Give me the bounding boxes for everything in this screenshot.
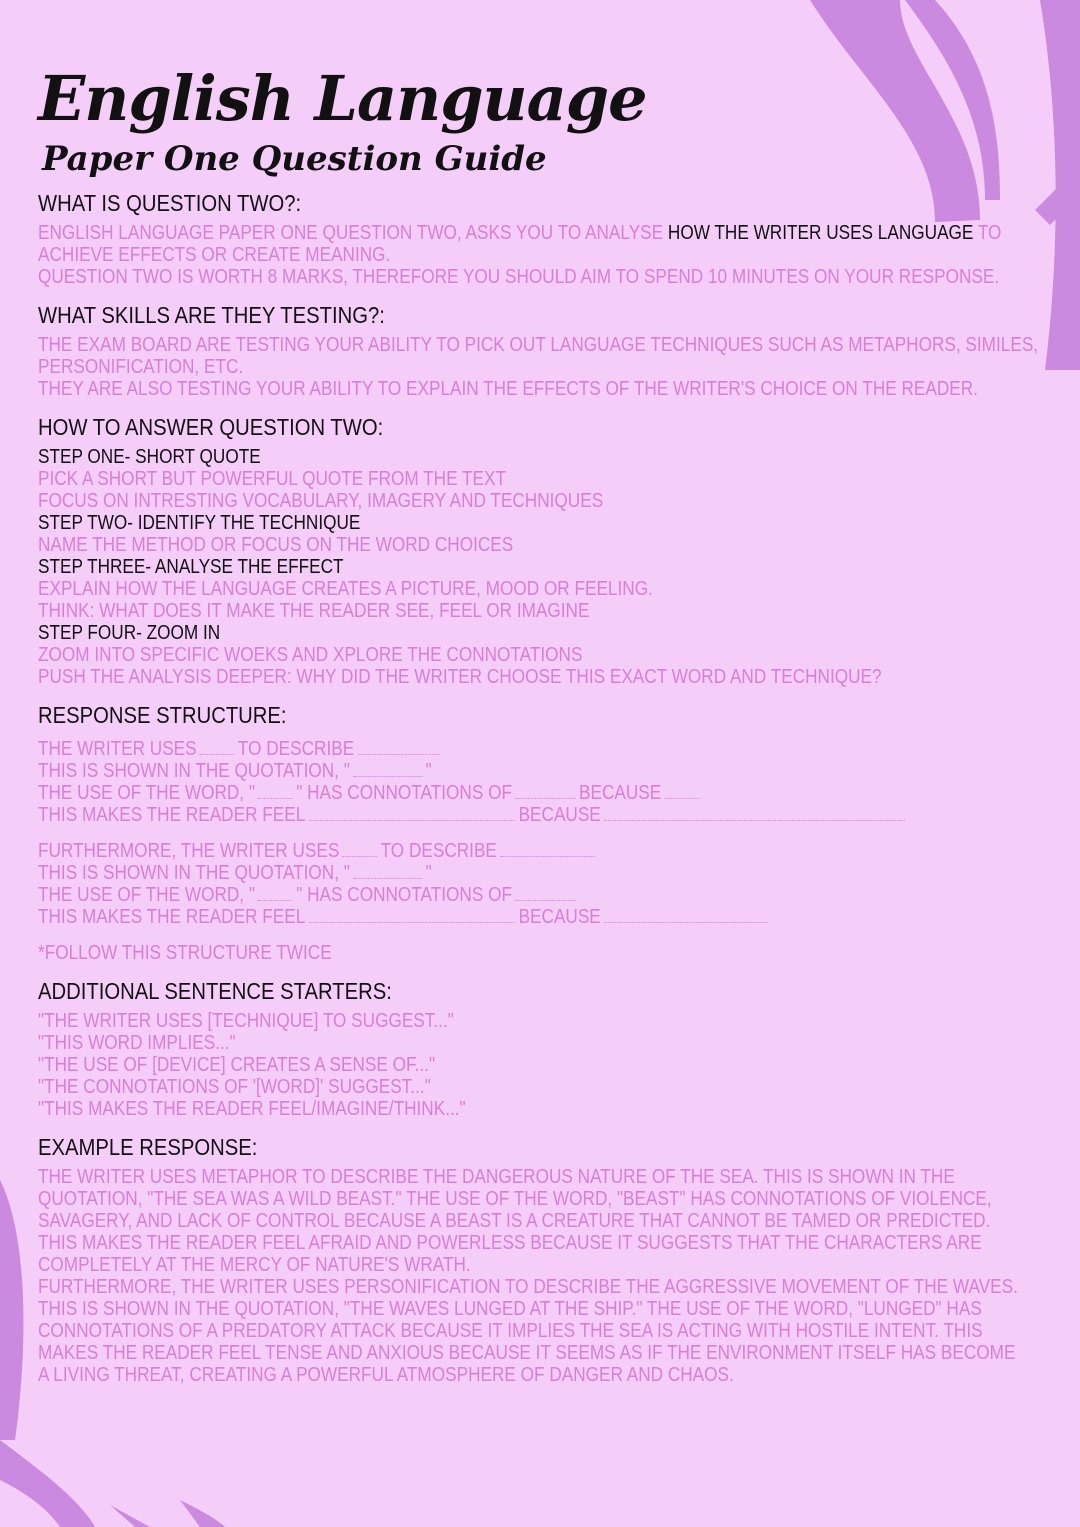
section-how-to-answer (38, 414, 1048, 688)
blank-line (309, 908, 515, 923)
template-line (38, 906, 907, 928)
step-one-heading: STEP ONE- SHORT QUOTE (38, 446, 261, 468)
text-line: EXPLAIN HOW THE LANGUAGE CREATES A PICTURE, MOOD OR FEELING. (38, 578, 653, 600)
template-line (38, 840, 907, 862)
text-span: THE USE OF THE WORD, " (38, 884, 255, 906)
starter-item: "THE WRITER USES [TECHNIQUE] TO SUGGEST..." (38, 1010, 454, 1032)
starter-item: "THIS WORD IMPLIES..." (38, 1032, 236, 1054)
blank-line (515, 784, 575, 799)
text-span: THE WRITER USES (38, 738, 197, 760)
emphasis-text: HOW THE WRITER USES LANGUAGE (667, 222, 974, 244)
text-line: THEY ARE ALSO TESTING YOUR ABILITY TO EXPLAIN THE EFFECTS OF THE WRITER'S CHOICE ON THE READER. (38, 378, 978, 400)
blank-line (200, 740, 234, 755)
template-line (38, 738, 907, 760)
section-heading: WHAT IS QUESTION TWO?: (38, 190, 302, 216)
text-span: TO (973, 222, 1002, 244)
swirl-left-edge (0, 1180, 23, 1440)
blank-line (604, 806, 905, 821)
text-span: TO DESCRIBE (380, 840, 497, 862)
template-line (38, 782, 907, 804)
text-span: THIS IS SHOWN IN THE QUOTATION, " (38, 760, 350, 782)
text-line (38, 222, 1002, 244)
step-two-heading: STEP TWO- IDENTIFY THE TECHNIQUE (38, 512, 361, 534)
text-span: THIS IS SHOWN IN THE QUOTATION, " (38, 862, 350, 884)
step-three-heading: STEP THREE- ANALYSE THE EFFECT (38, 556, 344, 578)
swirl-bottom-left (0, 1440, 95, 1527)
section-heading: RESPONSE STRUCTURE: (38, 702, 287, 728)
starter-item: "THE CONNOTATIONS OF '[WORD]' SUGGEST..." (38, 1076, 431, 1098)
structure-note: *FOLLOW THIS STRUCTURE TWICE (38, 942, 332, 964)
step-four-heading: STEP FOUR- ZOOM IN (38, 622, 221, 644)
blank-line (343, 842, 377, 857)
text-span: THIS MAKES THE READER FEEL (38, 906, 306, 928)
blank-line (309, 806, 515, 821)
text-span: FURTHERMORE, THE WRITER USES (38, 840, 340, 862)
text-line: PICK A SHORT BUT POWERFUL QUOTE FROM THE TEXT (38, 468, 506, 490)
blank-line (353, 762, 422, 777)
blank-line (353, 864, 422, 879)
example-paragraph-1: THE WRITER USES METAPHOR TO DESCRIBE THE DANGEROUS NATURE OF THE SEA. THIS IS SHOWN IN THE QUOTATION, "THE SEA WAS A WILD BEAST." THE USE OF THE WORD, "BEAST" HAS CONNOTATIONS OF VIOLENCE, SAVAGERY, AND LACK OF CONTROL BECAUSE A BEAST IS A CREATURE THAT CANNOT BE TAMED OR PREDICTED. THIS MAKES THE READER FEEL AFRAID AND POWERLESS BECAUSE IT SUGGESTS THAT THE CHARACTERS ARE COMPLETELY AT THE MERCY OF NATURE'S WRATH. (38, 1166, 992, 1276)
text-span: TO DESCRIBE (237, 738, 355, 760)
text-line: ZOOM INTO SPECIFIC WOEKS AND XPLORE THE CONNOTATIONS (38, 644, 583, 666)
blank-line (515, 886, 575, 901)
text-line: THE EXAM BOARD ARE TESTING YOUR ABILITY TO PICK OUT LANGUAGE TECHNIQUES SUCH AS METAPHORS, SIMILES, (38, 334, 1039, 356)
text-span: " HAS CONNOTATIONS OF (296, 884, 512, 906)
blank-line (500, 842, 595, 857)
section-heading: WHAT SKILLS ARE THEY TESTING?: (38, 302, 385, 328)
text-span: " HAS CONNOTATIONS OF (296, 782, 512, 804)
section-heading: EXAMPLE RESPONSE: (38, 1134, 258, 1160)
blank-line (258, 784, 292, 799)
template-line (38, 804, 907, 826)
section-response-structure (38, 702, 1048, 964)
text-line: ACHIEVE EFFECTS OR CREATE MEANING. (38, 244, 391, 266)
section-what-is-question-two (38, 190, 1048, 288)
text-span: BECAUSE (579, 782, 662, 804)
text-span: THE USE OF THE WORD, " (38, 782, 255, 804)
template-line (38, 884, 907, 906)
blank-line (665, 784, 699, 799)
section-sentence-starters (38, 978, 1048, 1120)
text-line: PUSH THE ANALYSIS DEEPER: WHY DID THE WRITER CHOOSE THIS EXACT WORD AND TECHNIQUE? (38, 666, 882, 688)
page-title: English Language (38, 62, 647, 135)
starter-item: "THIS MAKES THE READER FEEL/IMAGINE/THINK..." (38, 1098, 466, 1120)
section-example-response (38, 1134, 1048, 1386)
text-line: FOCUS ON INTRESTING VOCABULARY, IMAGERY AND TECHNIQUES (38, 490, 604, 512)
starter-item: "THE USE OF [DEVICE] CREATES A SENSE OF..." (38, 1054, 436, 1076)
blank-line (358, 740, 440, 755)
template-line: THIS IS SHOWN IN THE QUOTATION, " " (38, 760, 432, 782)
blank-line (604, 908, 767, 923)
section-heading: ADDITIONAL SENTENCE STARTERS: (38, 978, 392, 1004)
text-line: NAME THE METHOD OR FOCUS ON THE WORD CHOICES (38, 534, 514, 556)
text-span: BECAUSE (518, 906, 601, 928)
blank-line (258, 886, 292, 901)
text-span: ENGLISH LANGUAGE PAPER ONE QUESTION TWO, ASKS YOU TO ANALYSE (38, 222, 668, 244)
example-paragraph-2: FURTHERMORE, THE WRITER USES PERSONIFICATION TO DESCRIBE THE AGGRESSIVE MOVEMENT OF THE WAVES. THIS IS SHOWN IN THE QUOTATION, "THE WAVES LUNGED AT THE SHIP." THE USE OF THE WORD, "LUNGED" HAS CONNOTATIONS OF A PREDATORY ATTACK BECAUSE IT IMPLIES THE SEA IS ACTING WITH HOSTILE INTENT. THIS MAKES THE READER FEEL TENSE AND ANXIOUS BECAUSE IT SEEMS AS IF THE ENVIRONMENT ITSELF HAS BECOME A LIVING THREAT, CREATING A POWERFUL ATMOSPHERE OF DANGER AND CHAOS. (38, 1276, 1018, 1386)
guide-content (38, 60, 1048, 1400)
text-line: THINK: WHAT DOES IT MAKE THE READER SEE, FEEL OR IMAGINE (38, 600, 590, 622)
text-span: THIS MAKES THE READER FEEL (38, 804, 306, 826)
swirl-bottom-band (110, 1500, 225, 1527)
page-subtitle: Paper One Question Guide (42, 139, 547, 179)
section-heading: HOW TO ANSWER QUESTION TWO: (38, 414, 384, 440)
section-skills (38, 302, 1048, 400)
text-line: PERSONIFICATION, ETC. (38, 356, 244, 378)
text-span: BECAUSE (518, 804, 601, 826)
text-line: QUESTION TWO IS WORTH 8 MARKS, THEREFORE YOU SHOULD AIM TO SPEND 10 MINUTES ON YOUR RESPONSE. (38, 266, 1000, 288)
template-line: THIS IS SHOWN IN THE QUOTATION, " " (38, 862, 432, 884)
